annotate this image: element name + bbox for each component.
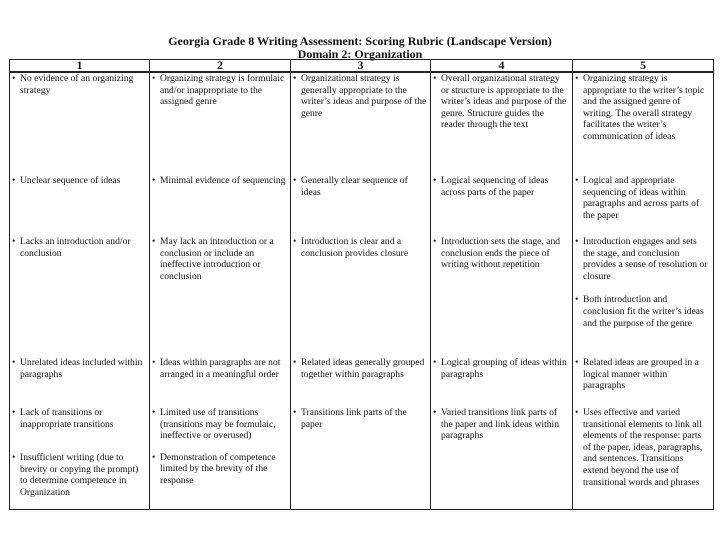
bullet-icon: • bbox=[575, 175, 579, 186]
criterion-item bbox=[150, 452, 290, 487]
bullet-icon: • bbox=[575, 294, 579, 306]
rubric-cell bbox=[431, 72, 573, 175]
criterion-row bbox=[10, 407, 714, 509]
criterion-item bbox=[150, 236, 290, 282]
criterion-item bbox=[431, 236, 572, 271]
criterion-text: Organizing strategy is formulaic and/or inappropriate to the assigned genre bbox=[160, 73, 285, 108]
criterion-text: No evidence of an organizing strategy bbox=[20, 73, 134, 96]
criterion-text: Limited use of transitions (transitions may be formulaic, ineffective or overused) bbox=[160, 407, 276, 442]
rubric-cell bbox=[573, 175, 714, 236]
bullet-icon: • bbox=[575, 407, 579, 418]
criterion-item bbox=[291, 175, 430, 198]
criterion-text: Generally clear sequence of ideas bbox=[301, 175, 408, 198]
criterion-text: Varied transitions link parts of the paper and link ideas within paragraphs bbox=[441, 407, 560, 442]
criterion-item bbox=[10, 357, 149, 380]
header-row bbox=[10, 60, 714, 73]
bullet-icon: • bbox=[293, 73, 297, 84]
rubric-cell bbox=[10, 407, 150, 509]
criterion-text: Introduction sets the stage, and conclusion ends the piece of writing without repetition bbox=[441, 236, 561, 271]
bullet-icon: • bbox=[152, 236, 156, 247]
criterion-item bbox=[150, 73, 290, 108]
score-column-header: 4 bbox=[431, 60, 573, 73]
bullet-icon: • bbox=[12, 236, 16, 247]
rubric-cell bbox=[291, 72, 431, 175]
rubric-cell bbox=[291, 236, 431, 357]
rubric-cell bbox=[573, 236, 714, 357]
criterion-text: Introduction is clear and a conclusion provides closure bbox=[301, 236, 409, 259]
criterion-item bbox=[291, 357, 430, 380]
criterion-item bbox=[431, 357, 572, 380]
bullet-icon: • bbox=[12, 452, 16, 464]
criterion-text: Unclear sequence of ideas bbox=[20, 175, 121, 186]
criterion-item bbox=[431, 73, 572, 131]
rubric-cell bbox=[573, 357, 714, 407]
rubric-cell bbox=[573, 72, 714, 175]
criterion-item bbox=[291, 73, 430, 119]
criterion-item bbox=[10, 407, 149, 430]
criterion-text: Lacks an introduction and/or conclusion bbox=[20, 236, 131, 259]
bullet-icon: • bbox=[433, 236, 437, 247]
criterion-item bbox=[10, 73, 149, 96]
bullet-icon: • bbox=[575, 357, 579, 368]
criterion-item bbox=[431, 407, 572, 442]
rubric-cell bbox=[431, 175, 573, 236]
criterion-text: Both introduction and conclusion fit the writer’s ideas and the purpose of the genre bbox=[583, 294, 704, 329]
bullet-icon: • bbox=[293, 236, 297, 247]
criterion-item bbox=[573, 73, 713, 143]
criterion-item bbox=[431, 175, 572, 198]
criterion-text: Organizational strategy is generally appropriate to the writer’s ideas and purpose of the genre bbox=[301, 73, 427, 119]
criterion-item bbox=[150, 407, 290, 442]
criterion-row bbox=[10, 357, 714, 407]
bullet-icon: • bbox=[293, 407, 297, 418]
score-column-header: 5 bbox=[573, 60, 714, 73]
criterion-row bbox=[10, 72, 714, 175]
criterion-text: Related ideas generally grouped together within paragraphs bbox=[301, 357, 425, 380]
bullet-icon: • bbox=[433, 357, 437, 368]
criterion-text: Organizing strategy is appropriate to the writer’s topic and the assigned genre of writing. The overall strategy facilitates the writer’s communication of ideas bbox=[583, 73, 705, 142]
bullet-icon: • bbox=[152, 357, 156, 368]
criterion-text: Related ideas are grouped in a logical manner within paragraphs bbox=[583, 357, 699, 392]
criterion-item bbox=[573, 236, 713, 282]
criterion-text: Introduction engages and sets the stage, and conclusion provides a sense of resolution or closure bbox=[583, 236, 708, 282]
criterion-text: Ideas within paragraphs are not arranged in a meaningful order bbox=[160, 357, 281, 380]
rubric-cell bbox=[10, 175, 150, 236]
page-title: Georgia Grade 8 Writing Assessment: Scoring Rubric (Landscape Version) bbox=[168, 34, 552, 48]
score-column-header: 3 bbox=[291, 60, 431, 73]
criterion-text: Logical grouping of ideas within paragraphs bbox=[441, 357, 567, 380]
criterion-text: Uses effective and varied transitional elements to link all elements of the response: parts of the paper, ideas, paragraphs, and sentences. Transitions extend beyond the use of transitional words and phrases bbox=[583, 407, 703, 488]
rubric-cell bbox=[10, 236, 150, 357]
bullet-icon: • bbox=[433, 175, 437, 186]
criterion-text: Overall organizational strategy or structure is appropriate to the writer’s ideas and purpose of the genre. Structure guides the reader through the text bbox=[441, 73, 567, 131]
criterion-item bbox=[10, 236, 149, 259]
criterion-text: Logical and appropriate sequencing of ideas within paragraphs and across parts of the paper bbox=[583, 175, 700, 221]
rubric-cell bbox=[573, 407, 714, 509]
bullet-icon: • bbox=[293, 175, 297, 186]
criterion-row bbox=[10, 175, 714, 236]
bullet-icon: • bbox=[293, 357, 297, 368]
criterion-item bbox=[150, 175, 290, 187]
bullet-icon: • bbox=[433, 407, 437, 418]
bullet-icon: • bbox=[12, 407, 16, 418]
criterion-text: May lack an introduction or a conclusion or include an ineffective introduction or conclusion bbox=[160, 236, 274, 282]
bullet-icon: • bbox=[575, 236, 579, 247]
rubric-cell bbox=[10, 357, 150, 407]
criterion-item bbox=[10, 175, 149, 187]
rubric-cell bbox=[150, 175, 291, 236]
bullet-icon: • bbox=[433, 73, 437, 84]
criterion-row bbox=[10, 236, 714, 357]
criterion-item bbox=[573, 294, 713, 329]
rubric-cell bbox=[150, 407, 291, 509]
rubric-cell bbox=[431, 357, 573, 407]
criterion-item bbox=[573, 357, 713, 392]
criterion-text: Insufficient writing (due to brevity or copying the prompt) to determine competence in Organization bbox=[20, 452, 139, 498]
rubric-cell bbox=[10, 72, 150, 175]
rubric-cell bbox=[431, 236, 573, 357]
score-column-header: 1 bbox=[10, 60, 150, 73]
criterion-text: Minimal evidence of sequencing bbox=[160, 175, 286, 186]
criterion-text: Logical sequencing of ideas across parts of the paper bbox=[441, 175, 549, 198]
bullet-icon: • bbox=[152, 73, 156, 84]
rubric-cell bbox=[150, 357, 291, 407]
score-column-header: 2 bbox=[150, 60, 291, 73]
bullet-icon: • bbox=[12, 73, 16, 84]
rubric-cell bbox=[291, 357, 431, 407]
bullet-icon: • bbox=[575, 73, 579, 84]
rubric-cell bbox=[431, 407, 573, 509]
criterion-item bbox=[291, 407, 430, 430]
page-subtitle: Domain 2: Organization bbox=[297, 47, 423, 61]
rubric-cell bbox=[291, 407, 431, 509]
rubric-cell bbox=[150, 236, 291, 357]
criterion-item bbox=[573, 407, 713, 488]
rubric-cell bbox=[150, 72, 291, 175]
criterion-text: Unrelated ideas included within paragraphs bbox=[20, 357, 143, 380]
bullet-icon: • bbox=[152, 175, 156, 186]
rubric-table bbox=[9, 59, 714, 510]
criterion-item bbox=[291, 236, 430, 259]
bullet-icon: • bbox=[12, 357, 16, 368]
criterion-item bbox=[150, 357, 290, 380]
criterion-text: Transitions link parts of the paper bbox=[301, 407, 407, 430]
criterion-item bbox=[10, 452, 149, 498]
criterion-item bbox=[573, 175, 713, 221]
criterion-text: Demonstration of competence limited by the brevity of the response bbox=[160, 451, 276, 486]
rubric-cell bbox=[291, 175, 431, 236]
criterion-text: Lack of transitions or inappropriate transitions bbox=[20, 407, 114, 430]
bullet-icon: • bbox=[12, 175, 16, 186]
bullet-icon: • bbox=[152, 451, 156, 463]
bullet-icon: • bbox=[152, 407, 156, 418]
